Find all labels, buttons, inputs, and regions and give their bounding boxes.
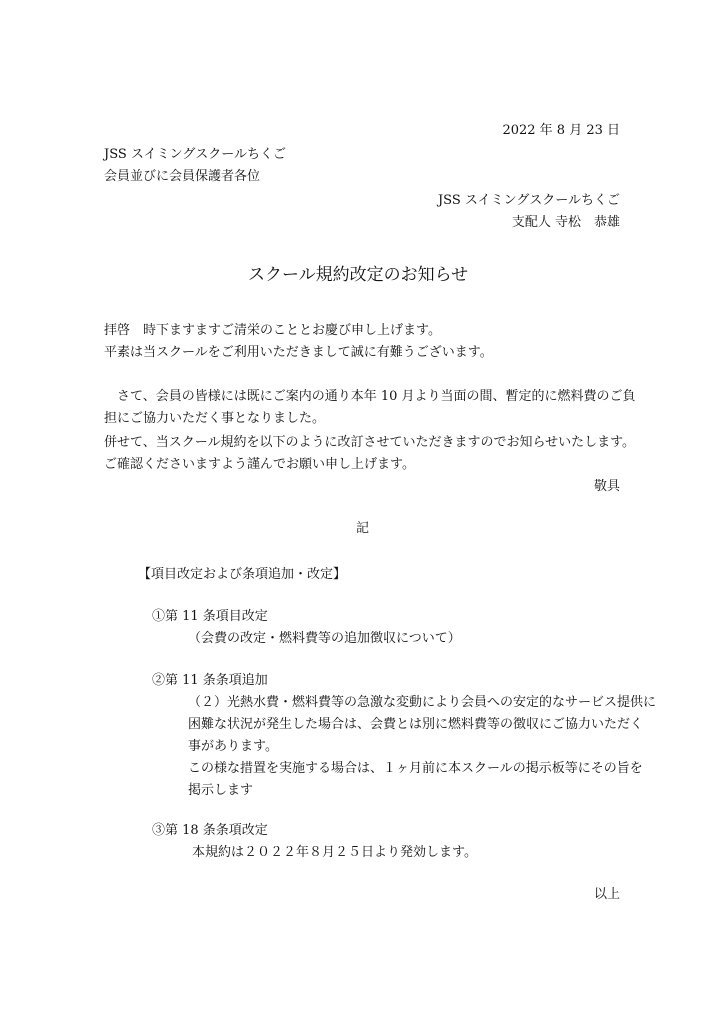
item-2-title: ②第 11 条条項追加	[152, 673, 268, 688]
item-3-detail: 本規約は２０２２年８月２５日より発効します。	[192, 845, 477, 860]
recipient-organization: JSS スイミングスクールちくご	[104, 147, 287, 162]
sender-organization: JSS スイミングスクールちくご	[437, 193, 620, 208]
item-2-line-4: この様な措置を実施する場合は、１ヶ月前に本スクールの掲示板等にその旨を	[188, 761, 643, 776]
item-2-line-5: 掲示します	[188, 783, 254, 798]
body-paragraph-1-line-1: さて、会員の皆様には既にご案内の通り本年 10 月より当面の間、暫定的に燃料費のご負	[104, 389, 636, 404]
item-2-line-1: （２）光熱水費・燃料費等の急激な変動により会員への安定的なサービス提供に	[188, 695, 657, 710]
item-2-line-2: 困難な状況が発生した場合は、会費とは別に燃料費等の徴収にご協力いただく	[188, 717, 644, 732]
item-2-line-3: 事があります。	[188, 739, 278, 754]
document-title: スクール規約改定のお知らせ	[248, 265, 469, 285]
body-paragraph-2: 併せて、当スクール規約を以下のように改訂させていただきますのでお知らせいたします。	[104, 435, 636, 450]
greeting-line-1: 拝啓 時下ますますご清栄のこととお慶び申し上げます。	[104, 323, 441, 338]
greeting-line-2: 平素は当スクールをご利用いただきまして誠に有難うございます。	[104, 345, 493, 360]
recipient: 会員並びに会員保護者各位	[104, 169, 261, 184]
body-paragraph-1-line-2: 担にご協力いただく事となりました。	[104, 411, 326, 426]
closing-keigu: 敬具	[593, 479, 620, 494]
body-paragraph-3: ご確認くださいますよう謹んでお願い申し上げます。	[104, 457, 415, 472]
end-marker: 以上	[593, 887, 620, 902]
section-header: 【項目改定および条項追加・改定】	[138, 567, 347, 582]
sender-name: 支配人 寺松 恭雄	[511, 215, 620, 230]
date: 2022 年 8 月 23 日	[502, 123, 620, 138]
item-3-title: ③第 18 条条項改定	[152, 823, 268, 838]
item-1-title: ①第 11 条項目改定	[152, 609, 268, 624]
ki-marker: 記	[356, 521, 370, 536]
item-1-detail: （会費の改定・燃料費等の追加徴収について）	[188, 631, 461, 646]
